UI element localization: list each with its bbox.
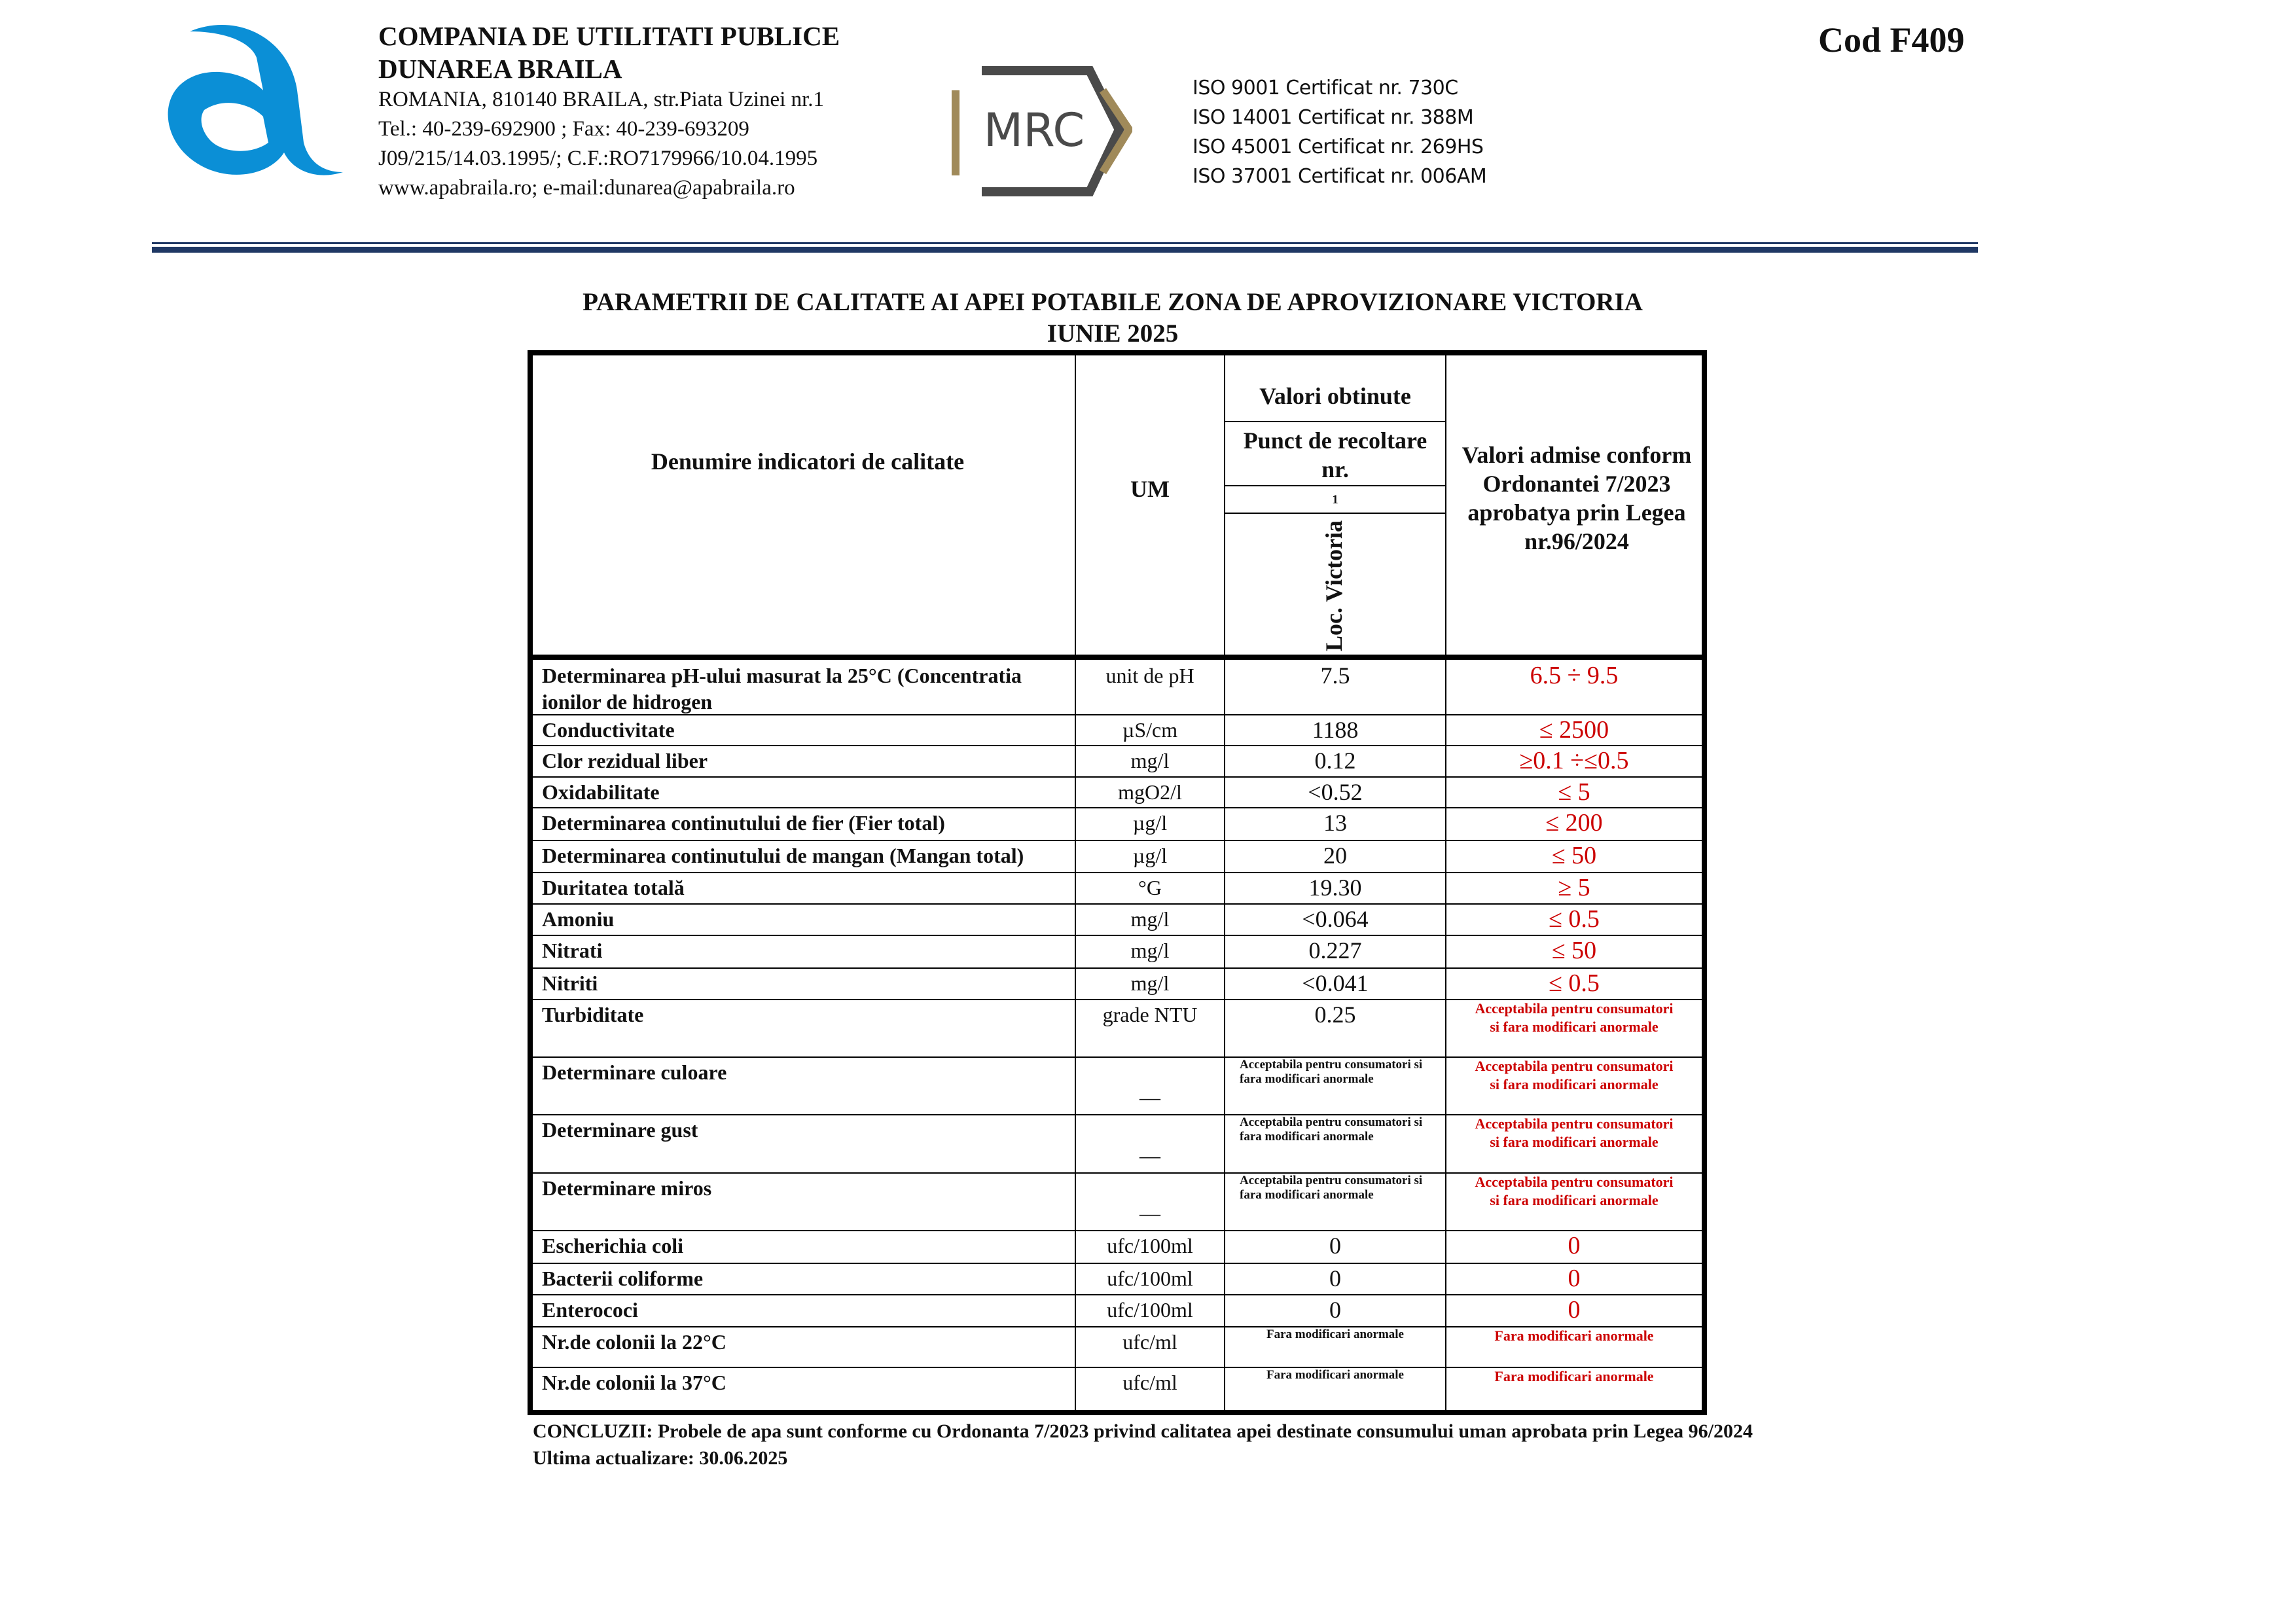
conclusion-block <box>533 1418 1753 1471</box>
row-value: <0.041 <box>1302 970 1369 996</box>
row-indicator-name: Turbiditate <box>542 1003 644 1026</box>
row-indicator-name: Determinarea continutului de fier (Fier total) <box>542 811 945 835</box>
row-um: µg/l <box>1132 811 1168 835</box>
row-divider <box>533 745 1702 746</box>
company-logo <box>152 18 348 182</box>
company-name-2: DUNAREA BRAILA <box>378 54 622 84</box>
mrc-logo <box>942 64 1132 198</box>
company-web[interactable]: www.apabraila.ro; e-mail:dunarea@apabraila.ro <box>378 176 795 200</box>
header-line-2 <box>1224 485 1446 486</box>
row-indicator-name: Escherichia coli <box>542 1234 683 1257</box>
row-um: mg/l <box>1130 749 1170 772</box>
quality-table <box>528 350 1707 1415</box>
row-um: ufc/ml <box>1122 1330 1177 1354</box>
row-limit: Acceptabila pentru consumatori si fara modificari anormale <box>1475 1115 1674 1150</box>
row-indicator-name: Nr.de colonii la 22°C <box>542 1330 726 1354</box>
row-limit: Fara modificari anormale <box>1494 1327 1654 1344</box>
header-bottom-line <box>533 655 1702 660</box>
row-indicator-name: Clor rezidual liber <box>542 749 708 772</box>
company-block <box>378 20 840 203</box>
iso-certificates <box>1193 73 1486 191</box>
row-divider <box>533 1230 1702 1231</box>
row-indicator-name: Determinare gust <box>542 1118 698 1142</box>
iso-14001: ISO 14001 Certificat nr. 388M <box>1193 106 1474 129</box>
row-um: mg/l <box>1130 907 1170 931</box>
row-value: 0.25 <box>1314 1001 1356 1028</box>
row-limit: ≤ 2500 <box>1539 716 1609 744</box>
row-limit: Acceptabila pentru consumatori si fara modificari anormale <box>1475 1058 1674 1092</box>
header-point-nr: 1 <box>1332 493 1338 507</box>
row-indicator-name: Nitrati <box>542 939 603 962</box>
row-indicator-name: Determinare miros <box>542 1176 712 1200</box>
row-divider <box>533 1294 1702 1295</box>
row-limit: 0 <box>1568 1232 1581 1259</box>
row-um: °G <box>1138 876 1162 899</box>
row-value: 19.30 <box>1308 875 1362 901</box>
title-line: PARAMETRII DE CALITATE AI APEI POTABILE ZONA DE APROVIZIONARE VICTORIA <box>583 288 1643 316</box>
row-value: <0.064 <box>1302 906 1369 932</box>
row-limit: ≤ 200 <box>1545 809 1603 837</box>
row-indicator-name: Duritatea totală <box>542 876 685 899</box>
row-um: unit de pH <box>1105 664 1194 687</box>
conclusion-text: CONCLUZII: Probele de apa sunt conforme cu Ordonanta 7/2023 privind calitatea apei destinate consumului uman aprobata prin Legea 96/2024 <box>533 1420 1753 1442</box>
company-phone: Tel.: 40-239-692900 ; Fax: 40-239-693209 <box>378 117 749 141</box>
row-value: Acceptabila pentru consumatori si fara modificari anormale <box>1240 1058 1423 1086</box>
company-registration: J09/215/14.03.1995/; C.F.:RO7179966/10.04.1995 <box>378 147 818 170</box>
row-divider <box>533 1263 1702 1264</box>
row-divider <box>533 807 1702 808</box>
header-point: Punct de recoltare nr. <box>1243 427 1427 482</box>
row-um: — <box>1139 1085 1160 1109</box>
row-value: 20 <box>1323 842 1347 869</box>
header-rule-thick <box>152 247 1978 253</box>
row-um: mgO2/l <box>1118 780 1182 804</box>
row-value: 0.12 <box>1314 748 1356 774</box>
subtitle-line: IUNIE 2025 <box>1047 319 1179 348</box>
row-value: 13 <box>1323 810 1347 836</box>
row-um: ufc/100ml <box>1107 1234 1193 1257</box>
header-rule-thin <box>152 242 1978 244</box>
row-limit: 6.5 ÷ 9.5 <box>1530 662 1619 689</box>
last-updated: Ultima actualizare: 30.06.2025 <box>533 1447 788 1469</box>
row-um: — <box>1139 1201 1160 1225</box>
row-um: mg/l <box>1130 939 1170 962</box>
row-value: 7.5 <box>1320 662 1350 689</box>
header-um: UM <box>1130 476 1170 502</box>
iso-45001: ISO 45001 Certificat nr. 269HS <box>1193 135 1484 158</box>
row-divider <box>533 840 1702 841</box>
row-um: ufc/100ml <box>1107 1298 1193 1322</box>
row-limit: ≤ 5 <box>1558 778 1590 806</box>
row-value: 0 <box>1329 1265 1341 1291</box>
row-limit: ≥ 5 <box>1558 874 1590 901</box>
company-address: ROMANIA, 810140 BRAILA, str.Piata Uzinei nr.1 <box>378 88 825 111</box>
row-indicator-name: Nr.de colonii la 37°C <box>542 1371 726 1394</box>
row-divider <box>533 872 1702 873</box>
row-limit: 0 <box>1568 1265 1581 1292</box>
row-value: 0 <box>1329 1297 1341 1323</box>
row-indicator-name: Determinare culoare <box>542 1060 727 1084</box>
row-divider <box>533 903 1702 905</box>
header-indicator: Denumire indicatori de calitate <box>651 448 965 475</box>
document-title <box>458 287 1767 350</box>
mrc-logo-text: MRC <box>983 103 1085 157</box>
row-um: ufc/ml <box>1122 1371 1177 1394</box>
row-um: — <box>1139 1144 1160 1167</box>
row-indicator-name: Determinarea pH-ului masurat la 25°C (Concentratia ionilor de hidrogen <box>542 664 1022 713</box>
row-limit: ≤ 0.5 <box>1549 969 1600 997</box>
row-value: Acceptabila pentru consumatori si fara modificari anormale <box>1240 1115 1423 1144</box>
iso-37001: ISO 37001 Certificat nr. 006AM <box>1193 165 1487 188</box>
company-name-1: COMPANIA DE UTILITATI PUBLICE <box>378 21 840 51</box>
row-indicator-name: Nitriti <box>542 971 598 995</box>
row-value: Fara modificari anormale <box>1266 1368 1404 1382</box>
header-line-1 <box>1224 421 1446 422</box>
row-indicator-name: Enterococi <box>542 1298 638 1322</box>
header-admissible: Valori admise conform Ordonantei 7/2023 aprobatya prin Legea nr.96/2024 <box>1462 442 1692 554</box>
row-divider <box>533 714 1702 715</box>
form-code: Cod F409 <box>1818 20 1965 60</box>
row-value: Fara modificari anormale <box>1266 1327 1404 1341</box>
row-um: grade NTU <box>1102 1003 1198 1026</box>
row-limit: ≤ 50 <box>1551 937 1597 964</box>
row-limit: 0 <box>1568 1296 1581 1324</box>
row-um: µg/l <box>1132 844 1168 867</box>
row-limit: ≤ 0.5 <box>1549 905 1600 933</box>
row-limit: Fara modificari anormale <box>1494 1368 1654 1384</box>
row-value: 0 <box>1329 1233 1341 1259</box>
header-location: Loc. Victoria <box>1321 520 1347 651</box>
row-um: mg/l <box>1130 971 1170 995</box>
row-limit: ≥0.1 ÷≤0.5 <box>1519 747 1629 774</box>
row-divider <box>533 935 1702 936</box>
row-indicator-name: Amoniu <box>542 907 615 931</box>
row-value: 1188 <box>1312 717 1359 743</box>
row-divider <box>533 776 1702 778</box>
row-divider <box>533 967 1702 969</box>
row-value: 0.227 <box>1308 937 1362 964</box>
row-um: ufc/100ml <box>1107 1267 1193 1290</box>
row-limit: Acceptabila pentru consumatori si fara modificari anormale <box>1475 1000 1674 1035</box>
row-limit: Acceptabila pentru consumatori si fara modificari anormale <box>1475 1174 1674 1208</box>
iso-9001: ISO 9001 Certificat nr. 730C <box>1193 77 1458 99</box>
row-limit: ≤ 50 <box>1551 842 1597 869</box>
row-indicator-name: Oxidabilitate <box>542 780 660 804</box>
row-um: µS/cm <box>1122 718 1178 742</box>
header-values: Valori obtinute <box>1259 383 1411 409</box>
row-indicator-name: Determinarea continutului de mangan (Mangan total) <box>542 844 1024 867</box>
row-value: <0.52 <box>1308 779 1363 805</box>
row-indicator-name: Conductivitate <box>542 718 675 742</box>
row-value: Acceptabila pentru consumatori si fara modificari anormale <box>1240 1174 1423 1202</box>
row-indicator-name: Bacterii coliforme <box>542 1267 704 1290</box>
